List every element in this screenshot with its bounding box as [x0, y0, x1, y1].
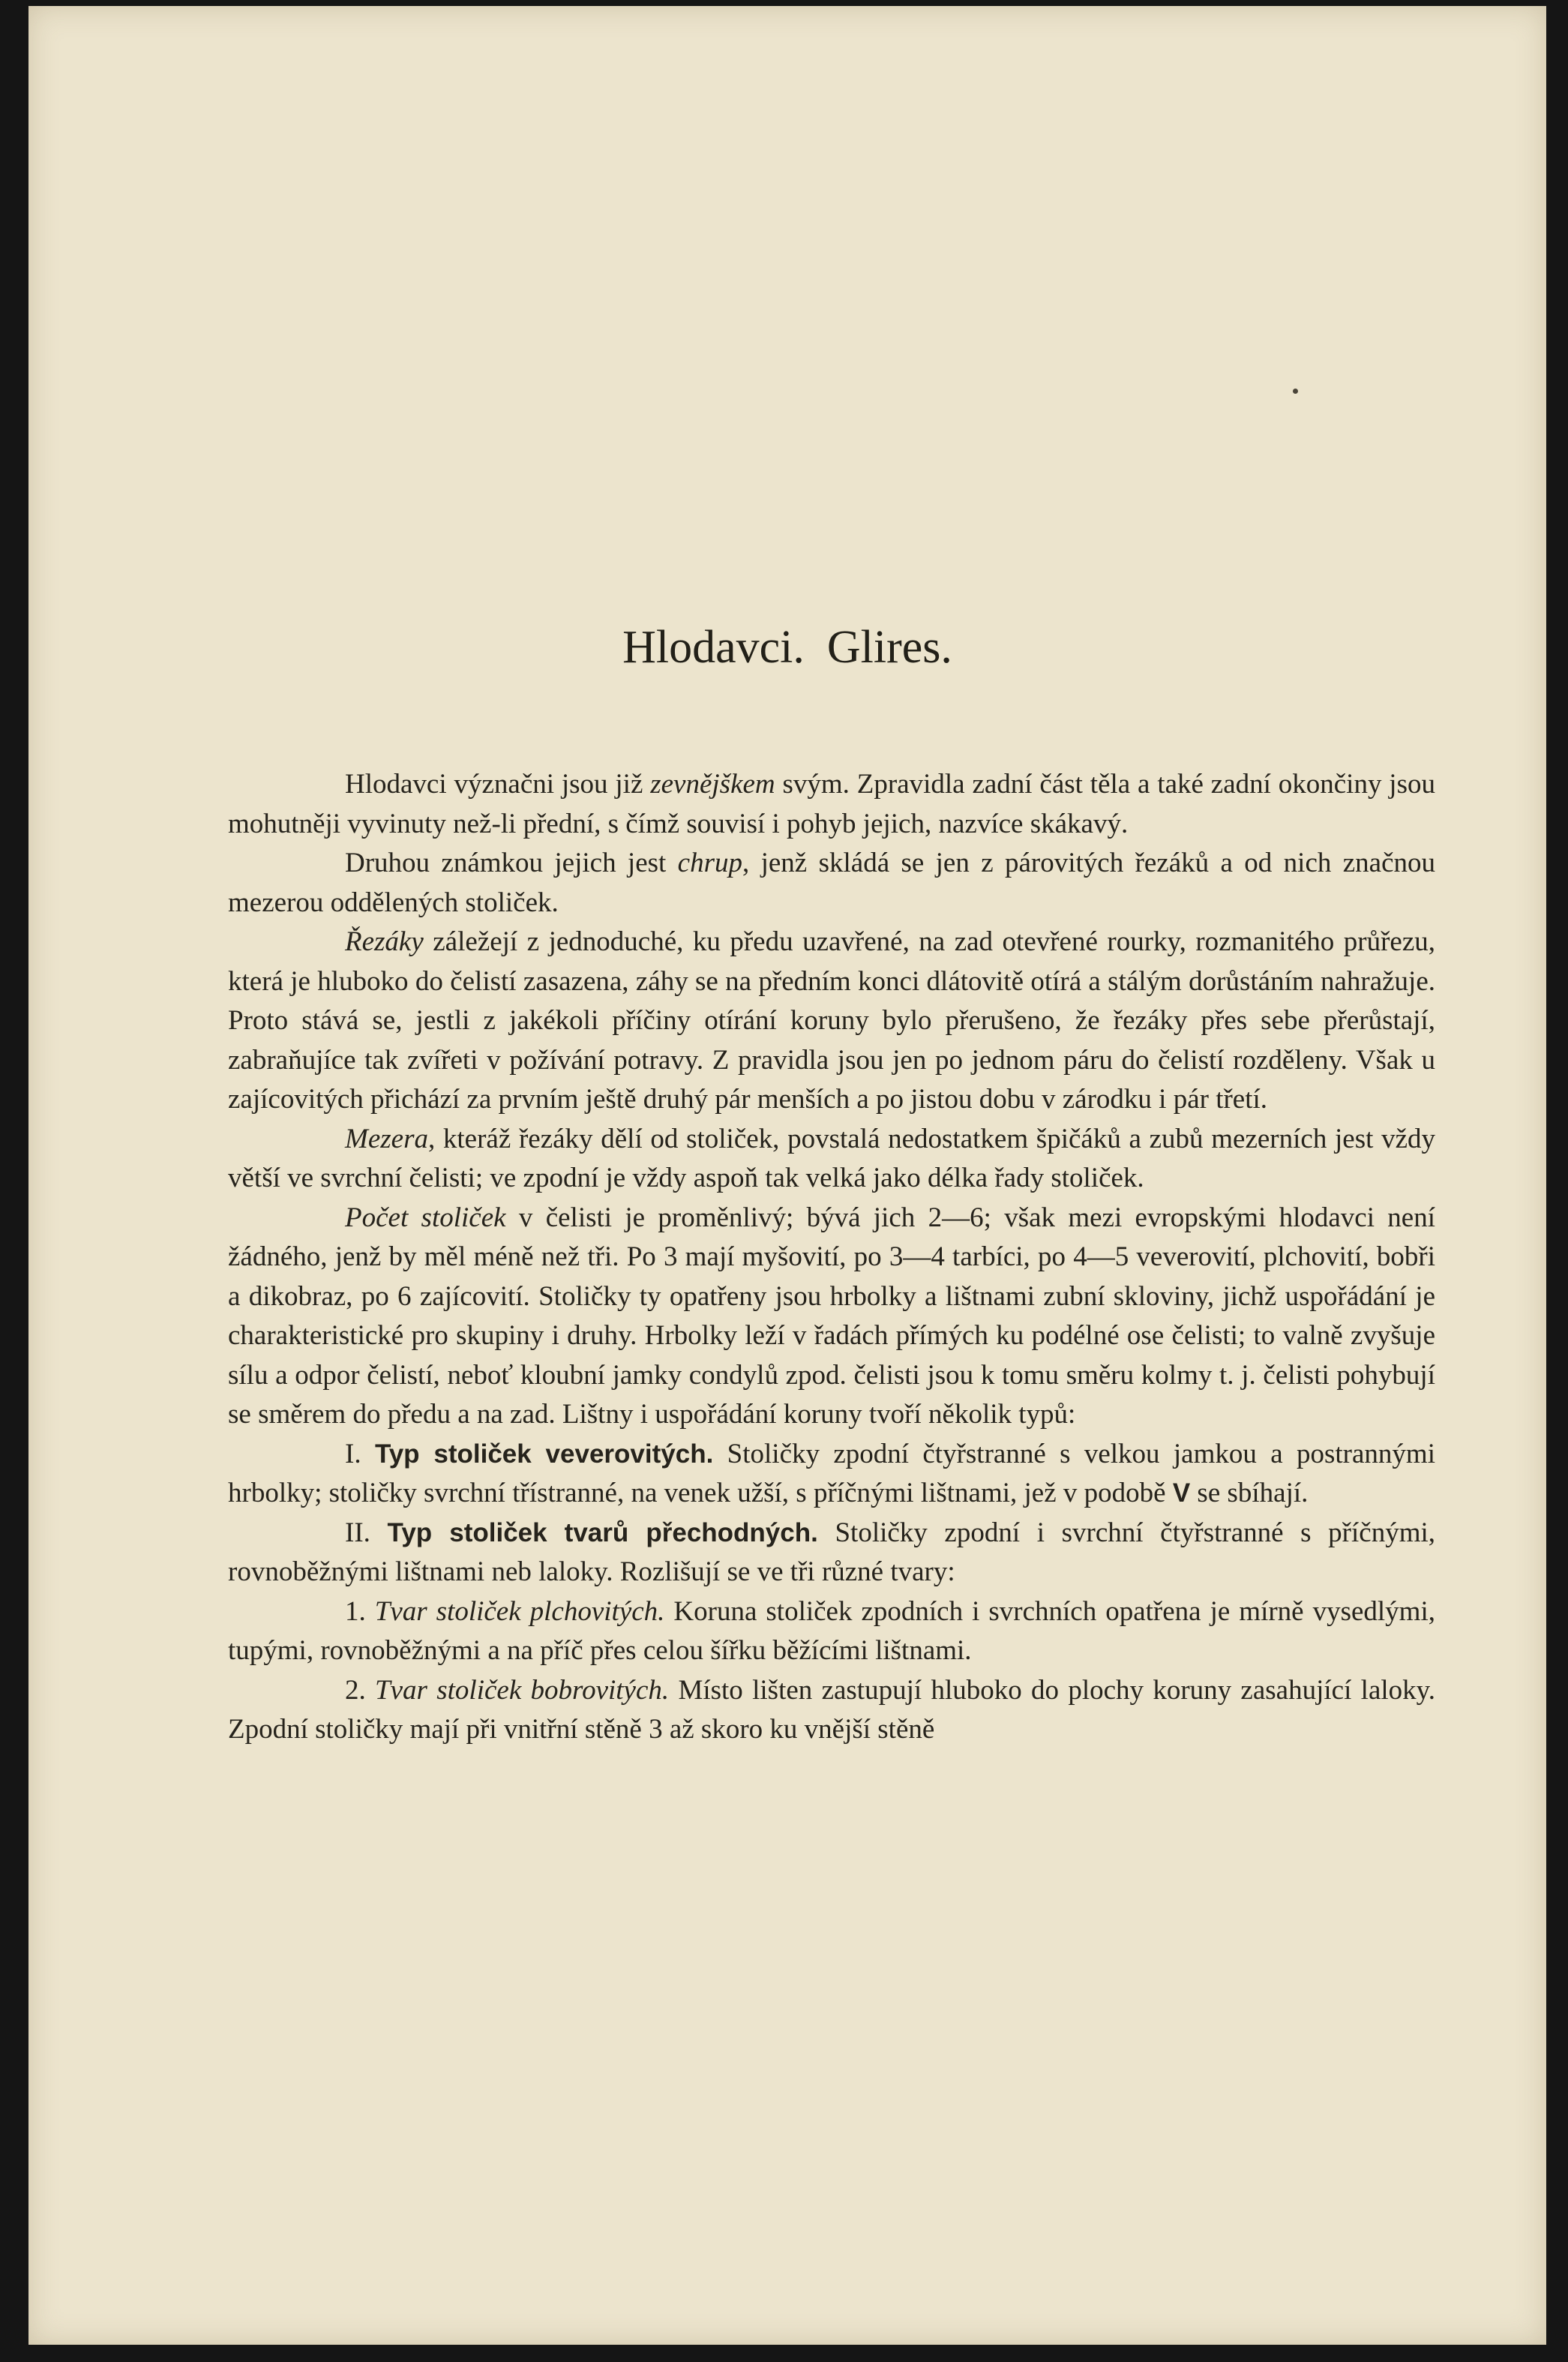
- paragraph-type-two: [228, 1514, 1435, 1592]
- text-run: Koruna stoliček zpodních i svrchních opatřena je mírně vysedlými, tupými, rovnoběžnými a na příč přes celou šířku běžícími lištnami.: [228, 1595, 1435, 1666]
- text-run: Druhou známkou jejich jest: [345, 848, 678, 878]
- body-text: [228, 765, 1435, 1750]
- list-number: 2.: [345, 1674, 366, 1706]
- italic-term: chrup: [677, 848, 742, 878]
- page-title: [28, 621, 1546, 674]
- title-latin: Glires.: [826, 622, 952, 673]
- italic-term: Řezáky: [345, 926, 424, 957]
- italic-term: Tvar stoliček bobrovitých.: [375, 1674, 670, 1706]
- text-run: záležejí z jednoduché, ku předu uzavřené, na zad otevřené rourky, rozmanitého průřezu, která je hluboko do čelistí zasazena, záhy se na předním konci dlátovitě otírá a stálým dorůstáním nahražuje. Proto stává se, jestli z jakékoli příčiny otírání koruny bylo přerušeno, že řezáky přes sebe přerůstají, zabraňujíce tak zvířeti v požívání potravy. Z pravidla jsou jen po jednom páru do čelistí rozděleny. Však u zajícovitých přichází za prvním ještě druhý pár menších a po jistou dobu v zárodku i pár třetí.: [228, 926, 1435, 1115]
- paragraph-form-beaver: [228, 1671, 1435, 1750]
- paragraph-dentition: [228, 844, 1435, 923]
- italic-term: Mezera: [345, 1123, 428, 1154]
- paragraph-molar-count: [228, 1199, 1435, 1435]
- text-run: svým. Zpravidla zadní část těla a také zadní okončiny jsou mohutněji vyvinuty než-li přední, s čímž souvisí i pohyb jejich, nazvíce skákavý.: [228, 769, 1435, 839]
- paragraph-type-one: [228, 1435, 1435, 1514]
- text-run: Hlodavci význačni jsou již: [345, 769, 651, 800]
- text-run: Stoličky zpodní čtyřstranné s velkou jamkou a postrannými hrbolky; stoličky svrchní třístranné, na venek užší, s příčnými lištnami, jež v podobě: [228, 1438, 1435, 1508]
- page-sheet: [28, 6, 1546, 2345]
- ink-speck: [1293, 389, 1298, 394]
- bold-heading: Typ stoliček veverovitých.: [374, 1439, 714, 1469]
- list-number: II.: [345, 1517, 370, 1548]
- text-run: , kteráž řezáky dělí od stoliček, povstalá nedostatkem špičáků a zubů mezerních jest vždy větší ve svrchní čelisti; ve zpodní je vždy aspoň tak velká jako délka řady stoliček.: [228, 1123, 1435, 1193]
- list-number: I.: [345, 1438, 361, 1469]
- paragraph-incisors: [228, 923, 1435, 1120]
- text-run: Místo lišten zastupují hluboko do plochy koruny zasahující laloky. Zpodní stoličky mají při vnitřní stěně 3 až skoro ku vnější stěně: [228, 1674, 1435, 1745]
- text-run: Stoličky zpodní i svrchní čtyřstranné s příčnými, rovnoběžnými lištnami neb laloky. Rozlišují se ve tři různé tvary:: [228, 1517, 1436, 1587]
- bold-letter: V: [1172, 1478, 1191, 1508]
- list-number: 1.: [345, 1595, 366, 1627]
- italic-term: Tvar stoliček plchovitých.: [374, 1595, 665, 1627]
- bold-heading: Typ stoliček tvarů přechodných.: [387, 1517, 818, 1547]
- italic-term: Počet stoliček: [345, 1202, 506, 1233]
- italic-term: zevnějškem: [650, 769, 775, 800]
- paragraph-form-dormice: [228, 1592, 1435, 1671]
- text-run: , jenž skládá se jen z párovitých řezáků a od nich značnou mezerou oddělených stoliček.: [228, 848, 1435, 918]
- text-run: v čelisti je proměnlivý; bývá jich 2—6; však mezi evropskými hlodavci není žádného, jenž by měl méně než tři. Po 3 mají myšovití, po 3—4 tarbíci, po 4—5 veverovití, plchovití, bobři a dikobraz, po 6 zajícovití. Stoličky ty opatřeny jsou hrbolky a lištnami zubní skloviny, jichž uspořádání je charakteristické pro skupiny i druhy. Hrbolky leží v řadách přímých ku podélné ose čelisti; to valně zvyšuje sílu a odpor čelistí, neboť kloubní jamky condylů zpod. čelisti jsou k tomu směru kolmy t. j. čelisti pohybují se směrem do předu a na zad. Lištny i uspořádání koruny tvoří několik typů:: [228, 1202, 1436, 1430]
- text-run: se sbíhají.: [1190, 1478, 1309, 1508]
- title-czech: Hlodavci.: [622, 622, 805, 673]
- paragraph-appearance: [228, 765, 1435, 844]
- paragraph-diastema: [228, 1120, 1435, 1199]
